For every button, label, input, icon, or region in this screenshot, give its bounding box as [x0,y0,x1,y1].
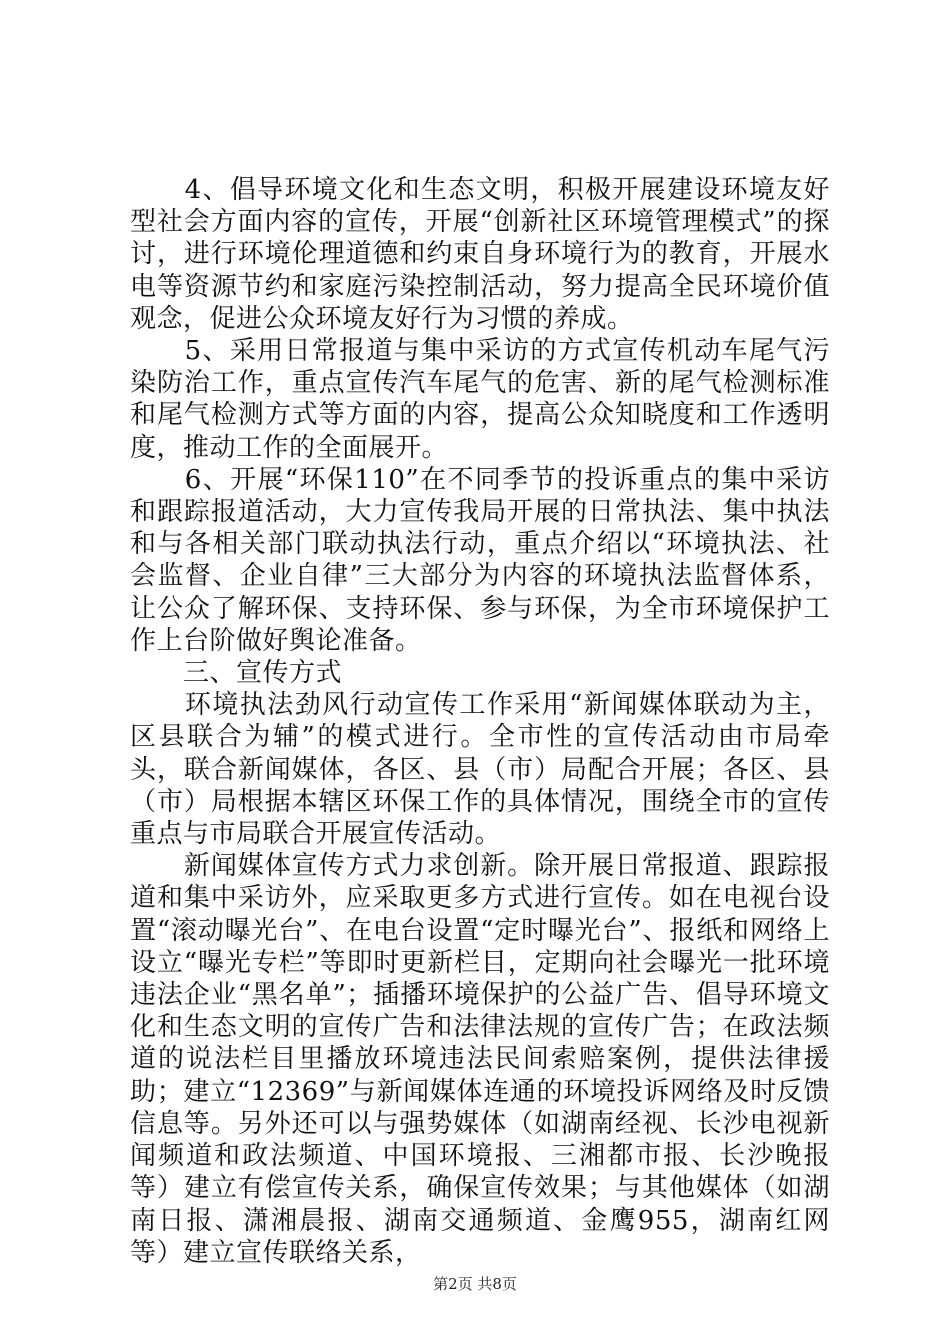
paragraph-media-innovation: 新闻媒体宣传方式力求创新。除开展日常报道、跟踪报道和集中采访外，应采取更多方式进行宣传。如在电视台设置“滚动曝光台”、在电台设置“定时曝光台”、报纸和网络上设立“曝光专栏”等即时更新栏目，定期向社会曝光一批环境违法企业“黑名单”；插播环境保护的公益广告、倡导环境文化和生态文明的宣传广告和法律法规的宣传广告；在政法频道的说法栏目里播放环境违法民间索赔案例，提供法律援助；建立“12369”与新闻媒体连通的环境投诉网络及时反馈信息等。另外还可以与强势媒体（如湖南经视、长沙电视新闻频道和政法频道、中国环境报、三湘都市报、长沙晚报等）建立有偿宣传关系，确保宣传效果；与其他媒体（如湖南日报、潇湘晨报、湖南交通频道、金鹰955，湖南红网等）建立宣传联络关系， [130,851,830,1268]
page-number-label: 第2页 共8页 [433,1275,517,1293]
paragraph-item-4: 4、倡导环境文化和生态文明，积极开展建设环境友好型社会方面内容的宣传，开展“创新社区环境管理模式”的探讨，进行环境伦理道德和约束自身环境行为的教育，开展水电等资源节约和家庭污染控制活动，努力提高全民环境价值观念，促进公众环境友好行为习惯的养成。 [130,175,830,334]
section-heading-publicity-methods: 三、宣传方式 [130,658,343,689]
paragraph-item-5: 5、采用日常报道与集中采访的方式宣传机动车尾气污染防治工作，重点宣传汽车尾气的危害、新的尾气检测标准和尾气检测方式等方面的内容，提高公众知晓度和工作透明度，推动工作的全面展开。 [130,336,830,463]
paragraph-item-6: 6、开展“环保110”在不同季节的投诉重点的集中采访和跟踪报道活动，大力宣传我局开展的日常执法、集中执法和与各相关部门联动执法行动，重点介绍以“环境执法、社会监督、企业自律”三大部分为内容的环境执法监督体系，让公众了解环保、支持环保、参与环保，为全市环境保护工作上台阶做好舆论准备。 [130,464,830,656]
document-body [130,174,830,1269]
page-footer [0,1273,950,1294]
paragraph-publicity-mode: 环境执法劲风行动宣传工作采用“新闻媒体联动为主，区县联合为辅”的模式进行。全市性的宣传活动由市局牵头，联合新闻媒体，各区、县（市）局配合开展；各区、县（市）局根据本辖区环保工作的具体情况，围绕全市的宣传重点与市局联合开展宣传活动。 [130,690,830,850]
